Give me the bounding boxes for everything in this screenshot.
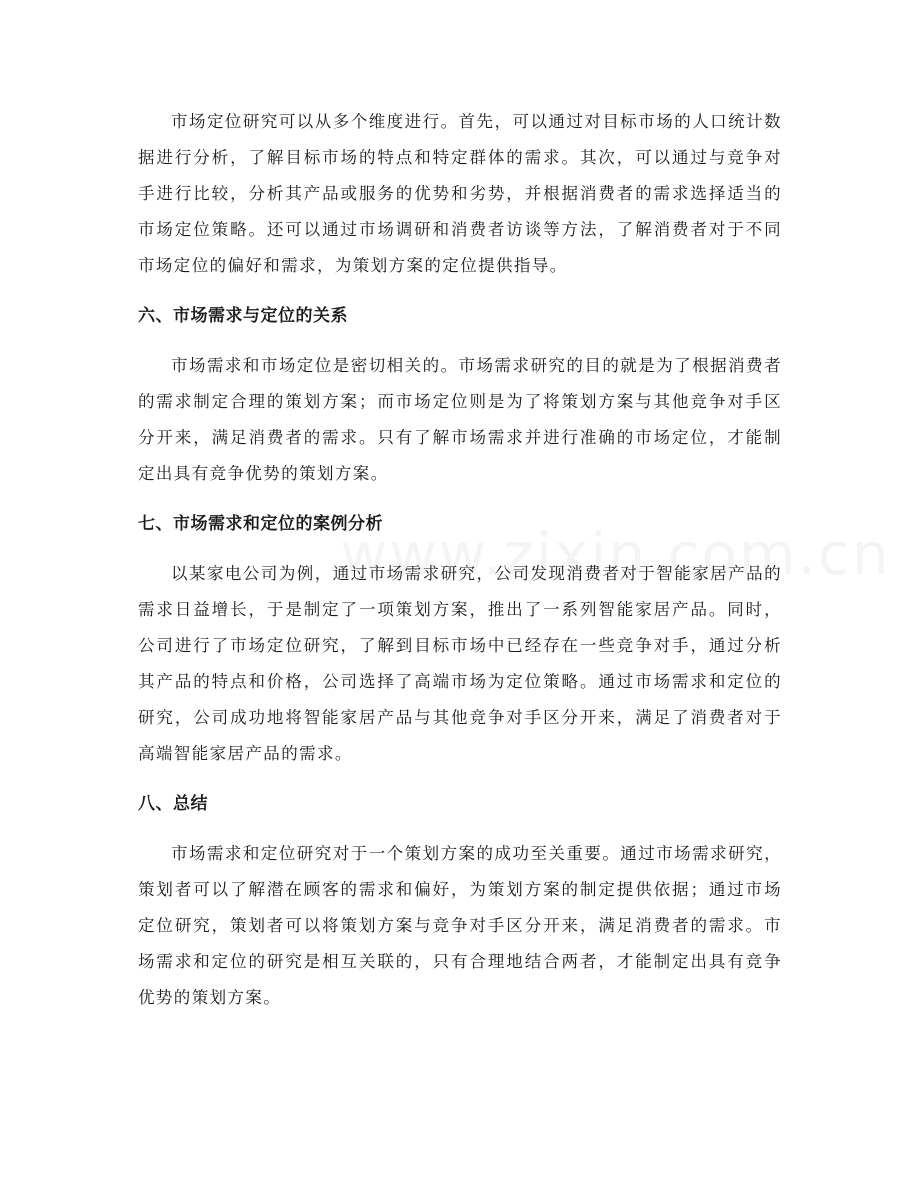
paragraph-section-7: 以某家电公司为例，通过市场需求研究，公司发现消费者对于智能家居产品的需求日益增长，于是制定了一项策划方案，推出了一系列智能家居产品。同时，公司进行了市场定位研究，了解到目标市场中已经存在一些竞争对手，通过分析其产品的特点和价格，公司选择了高端市场为定位策略。通过市场需求和定位的研究，公司成功地将智能家居产品与其他竞争对手区分开来，满足了消费者对于高端智能家居产品的需求。 bbox=[138, 564, 782, 763]
paragraph-market-positioning-dimensions: 市场定位研究可以从多个维度进行。首先，可以通过对目标市场的人口统计数据进行分析，了解目标市场的特点和特定群体的需求。其次，可以通过与竞争对手进行比较，分析其产品或服务的优势和劣势，并根据消费者的需求选择适当的市场定位策略。还可以通过市场调研和消费者访谈等方法，了解消费者对于不同市场定位的偏好和需求，为策划方案的定位提供指导。 bbox=[138, 112, 782, 275]
paragraph-section-6: 市场需求和市场定位是密切相关的。市场需求研究的目的就是为了根据消费者的需求制定合理的策划方案；而市场定位则是为了将策划方案与其他竞争对手区分开来，满足消费者的需求。只有了解市场需求并进行准确的市场定位，才能制定出具有竞争优势的策划方案。 bbox=[138, 356, 782, 483]
heading-section-8: 八、总结 bbox=[138, 794, 208, 814]
paragraph-section-8: 市场需求和定位研究对于一个策划方案的成功至关重要。通过市场需求研究，策划者可以了解潜在顾客的需求和偏好，为策划方案的制定提供依据；通过市场定位研究，策划者可以将策划方案与竞争对手区分开来，满足消费者的需求。市场需求和定位的研究是相互关联的，只有合理地结合两者，才能制定出具有竞争优势的策划方案。 bbox=[138, 844, 782, 1007]
document-body bbox=[138, 104, 782, 1016]
heading-section-7: 七、市场需求和定位的案例分析 bbox=[138, 514, 383, 534]
heading-section-6: 六、市场需求与定位的关系 bbox=[138, 306, 348, 326]
